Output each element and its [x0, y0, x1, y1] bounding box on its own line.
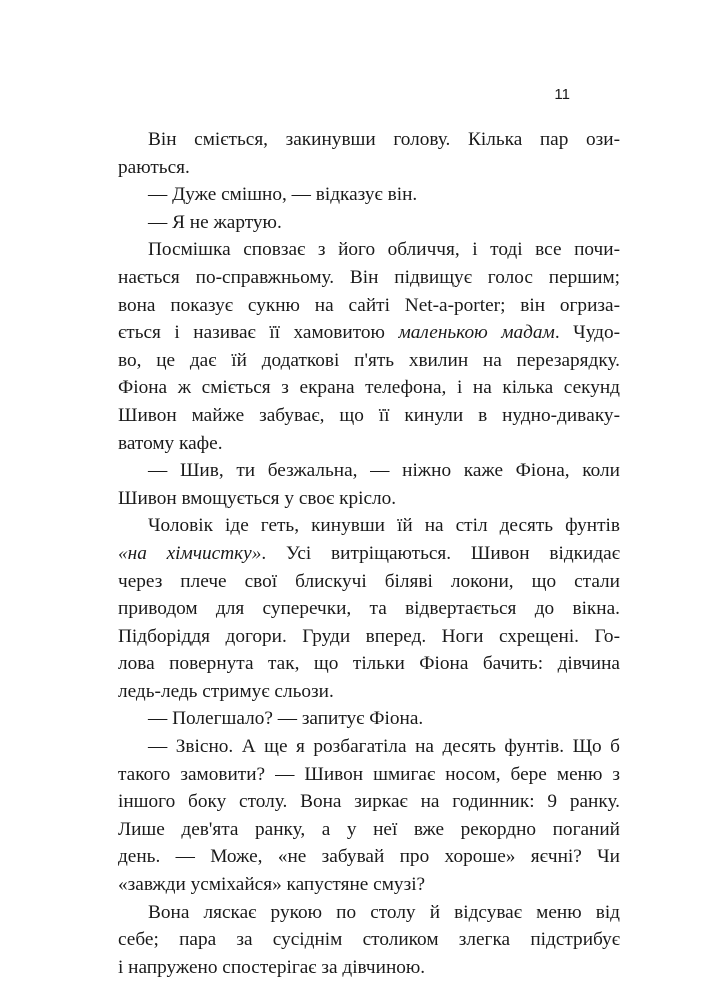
- paragraph: [118, 209, 620, 237]
- paragraph: [118, 705, 620, 733]
- text-line: [118, 954, 620, 982]
- paragraph: [118, 181, 620, 209]
- text-line: [118, 678, 620, 706]
- line-text: Лише дев'ята ранку, а у неї вже рекордно поганий: [118, 818, 620, 840]
- text-line: [118, 209, 620, 237]
- line-text: — Я не жартую.: [148, 211, 282, 233]
- text-line: [118, 374, 620, 402]
- line-text: ледь-ледь стримує сльози.: [118, 680, 334, 702]
- text-line: [118, 512, 620, 540]
- text-line: [118, 264, 620, 292]
- text-line: [118, 430, 620, 458]
- line-text: вона показує сукню на сайті Net-a-porter; він огриза-: [118, 294, 620, 316]
- text-line: [118, 705, 620, 733]
- body-text: [118, 126, 620, 981]
- line-text: нається по-справжньому. Він підвищує голос першим;: [118, 266, 620, 288]
- italic-phrase: маленькою мадам: [398, 322, 555, 344]
- paragraph: [118, 457, 620, 512]
- line-text: через плече свої блискучі біляві локони, що стали: [118, 570, 620, 592]
- text-line: [118, 568, 620, 596]
- text-line: [118, 319, 620, 347]
- text-line: [118, 292, 620, 320]
- line-text: Фіона ж сміється з екрана телефона, і на кілька секунд: [118, 377, 620, 399]
- line-text: Він сміється, закинувши голову. Кілька пар ози-: [148, 129, 620, 150]
- line-text: лова повернута так, що тільки Фіона бачить: дівчина: [118, 653, 620, 675]
- line-text: «завжди усміхайся» капустяне смузі?: [118, 874, 426, 896]
- text-line: [118, 843, 620, 871]
- paragraph: [118, 126, 620, 181]
- line-text: Підборіддя догори. Груди вперед. Ноги схрещені. Го-: [118, 625, 620, 647]
- italic-phrase: «на хімчистку»: [118, 542, 262, 564]
- line-text: приводом для суперечки, та відвертається до вікна.: [118, 598, 620, 620]
- line-text: такого замовити? — Шивон шмигає носом, бере меню з: [118, 763, 620, 785]
- line-text: Вона ляскає рукою по столу й відсуває меню від: [148, 901, 620, 923]
- text-line: [118, 595, 620, 623]
- line-text: во, це дає їй додаткові п'ять хвилин на перезарядку.: [118, 349, 620, 371]
- line-text: раються.: [118, 156, 190, 178]
- paragraph: [118, 899, 620, 982]
- line-text: Шивон вмощується у своє крісло.: [118, 487, 397, 509]
- line-text: — Шив, ти безжальна, — ніжно каже Фіона, коли: [148, 460, 620, 482]
- text-line: [118, 899, 620, 927]
- line-text: — Полегшало? — запитує Фіона.: [148, 708, 424, 730]
- line-text: Шивон майже забуває, що її кинули в нудно-дивaку-: [118, 404, 620, 426]
- text-line: [118, 154, 620, 182]
- line-text: ється і називає її хамовитою: [118, 322, 399, 344]
- text-line: [118, 650, 620, 678]
- line-text: . Чудо-: [554, 322, 621, 344]
- line-text: день. — Може, «не забувай про хороше» яєчні? Чи: [118, 846, 620, 868]
- text-line: [118, 236, 620, 264]
- line-text: іншого боку столу. Вона зиркає на годинник: 9 ранку.: [118, 791, 620, 813]
- text-line: [118, 733, 620, 761]
- page-number: 11: [554, 86, 570, 103]
- text-line: [118, 816, 620, 844]
- line-text: і напружено спостерігає за дівчиною.: [118, 956, 426, 978]
- line-text: ватому кафе.: [118, 432, 223, 454]
- paragraph: [118, 512, 620, 705]
- text-line: [118, 788, 620, 816]
- line-text: Чоловік іде геть, кинувши їй на стіл десять фунтів: [148, 515, 620, 537]
- text-line: [118, 540, 620, 568]
- text-line: [118, 181, 620, 209]
- text-line: [118, 347, 620, 375]
- text-line: [118, 126, 620, 154]
- text-line: [118, 623, 620, 651]
- text-line: [118, 485, 620, 513]
- paragraph: [118, 733, 620, 899]
- text-line: [118, 761, 620, 789]
- paragraph: [118, 236, 620, 457]
- line-text: — Звісно. А ще я розбагатіла на десять фунтів. Що б: [148, 736, 620, 758]
- line-text: Посмішка сповзає з його обличчя, і тоді все почи-: [148, 239, 620, 261]
- line-text: . Усі витріщаються. Шивон відкидає: [261, 542, 620, 564]
- text-line: [118, 457, 620, 485]
- text-line: [118, 402, 620, 430]
- text-line: [118, 871, 620, 899]
- line-text: — Дуже смішно, — відказує він.: [148, 184, 418, 206]
- text-line: [118, 926, 620, 954]
- line-text: себе; пара за сусіднім столиком злегка підстрибує: [118, 929, 620, 951]
